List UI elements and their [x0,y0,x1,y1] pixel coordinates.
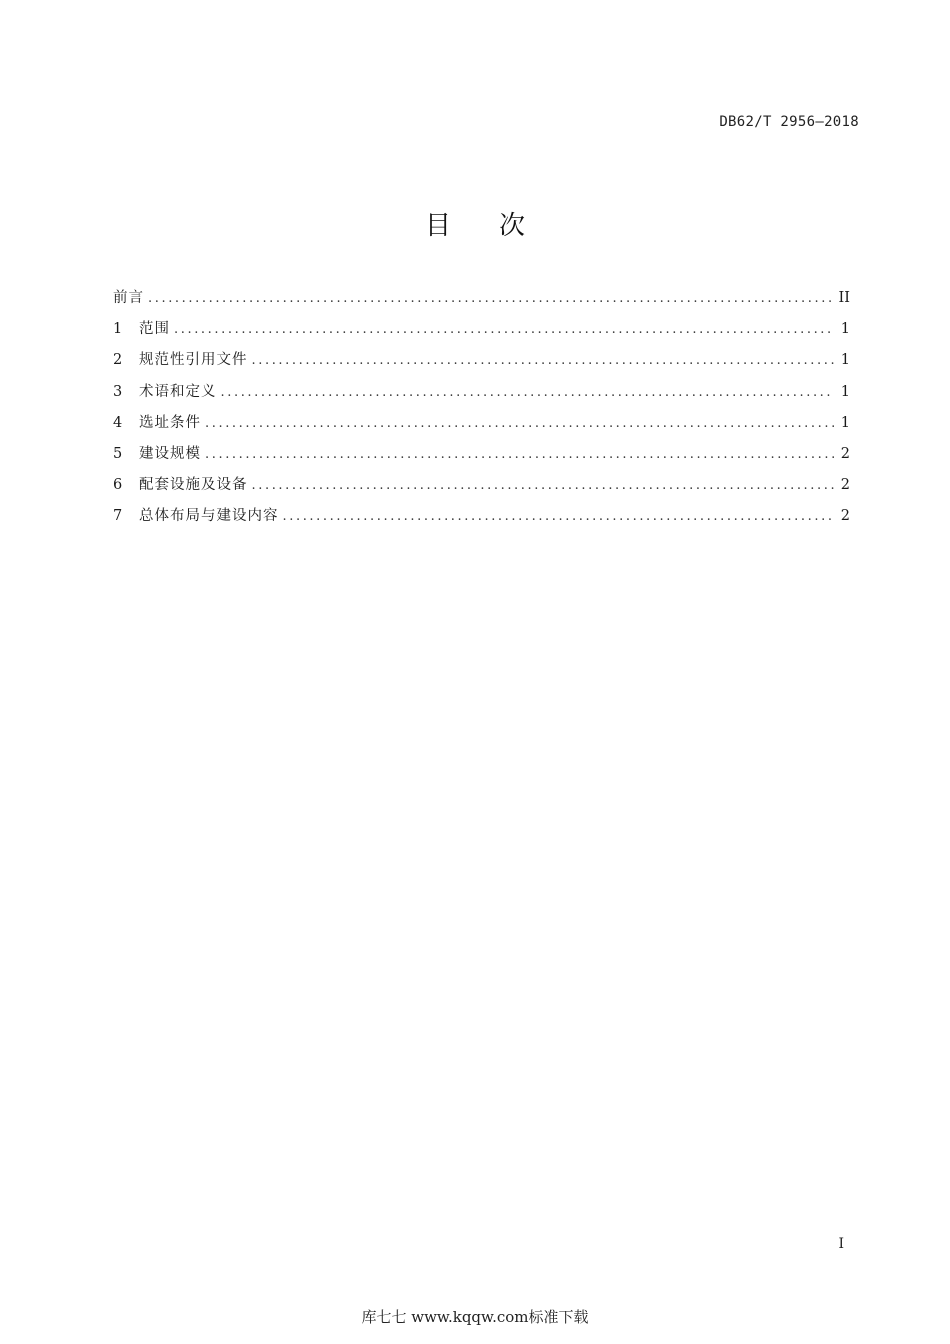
toc-entry-number: 7 [113,508,123,525]
dot-leader [252,475,835,497]
toc-entry-page: 1 [840,352,850,369]
toc-entry-page: 1 [840,321,850,338]
toc-entry-construction-scale[interactable] [113,443,850,474]
toc-entry-terms-definitions[interactable] [113,381,850,412]
toc-entry-page: 1 [840,383,850,400]
toc-entry-preface[interactable] [113,287,850,318]
document-code: DB62/T 2956—2018 [719,114,859,130]
toc-entry-label: 规范性引用文件 [139,352,248,369]
toc-entry-scope[interactable] [113,318,850,349]
watermark-text: 库七七 www.kqqw.com标准下载 [361,1308,589,1326]
dot-leader [221,382,835,404]
dot-leader [252,350,835,372]
toc-entry-site-selection[interactable] [113,412,850,443]
toc-entry-facilities-equipment[interactable] [113,474,850,505]
toc-entry-page: 2 [840,508,850,525]
toc-entry-label: 配套设施及设备 [139,477,248,494]
dot-leader [283,506,835,528]
toc-entry-number: 2 [113,352,123,369]
dot-leader [205,413,834,435]
toc-title [0,205,950,242]
dot-leader [205,444,834,466]
toc-entry-page: 2 [840,477,850,494]
toc-entry-label: 前言 [113,290,144,306]
toc-entry-number: 1 [113,321,123,338]
toc-entry-label: 范围 [139,321,170,338]
toc-title-char: 目 [424,211,451,241]
toc-entry-label: 建设规模 [139,445,201,462]
dot-leader [148,288,834,310]
dot-leader [174,319,834,341]
toc-entry-number: 3 [113,383,123,400]
toc-entry-page: 1 [840,414,850,431]
toc-title-char: 次 [499,211,526,241]
page-number: I [838,1236,844,1252]
toc-entry-normative-references[interactable] [113,349,850,380]
toc-entry-layout-content[interactable] [113,505,850,536]
toc-entry-label: 术语和定义 [139,383,217,400]
toc-entry-number: 4 [113,414,123,431]
toc-list [113,287,850,537]
toc-entry-page: II [838,290,850,306]
toc-entry-label: 总体布局与建设内容 [139,508,279,525]
toc-entry-number: 5 [113,445,123,462]
toc-entry-number: 6 [113,477,123,494]
toc-entry-page: 2 [840,445,850,462]
toc-entry-label: 选址条件 [139,414,201,431]
